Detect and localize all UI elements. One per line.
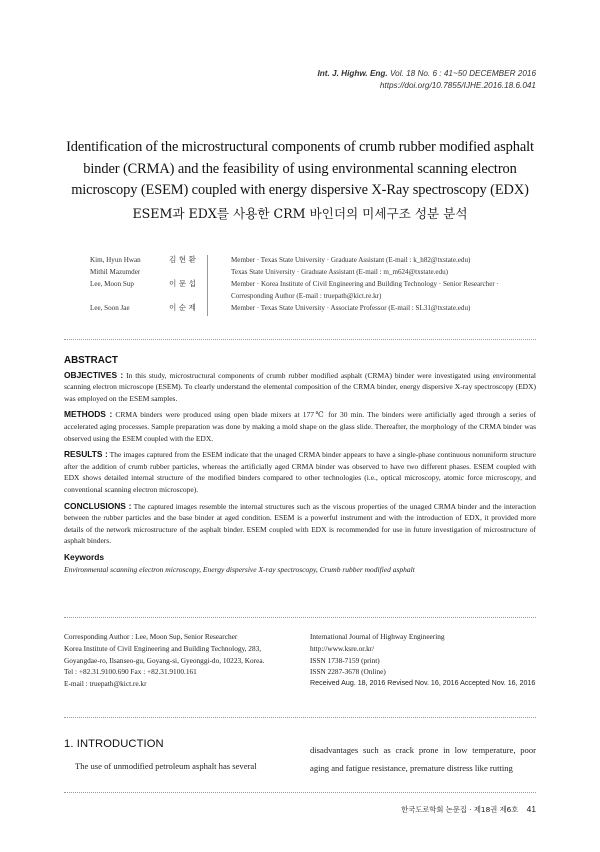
author-name: Mithil Mazumder (90, 268, 141, 276)
journal-details (310, 631, 536, 690)
paper-title: Identification of the microstructural components of crumb rubber modified asphalt binder (CRMA) and the feasibility of using environmental scanning electron microscopy (ESEM) coupled with energy dispersive X-Ray spectroscopy (EDX) (66, 139, 534, 198)
submission-dates: Received Aug. 18, 2016 Revised Nov. 16, 2016 Accepted Nov. 16, 2016 (310, 679, 536, 688)
abstract-para-heading: OBJECTIVES : (64, 369, 124, 380)
author-row (90, 278, 524, 290)
journal-name: International Journal of Highway Engineering (310, 632, 445, 641)
correspondence-email[interactable]: E-mail : truepath@kict.re.kr (64, 679, 147, 689)
abstract-para-text: CRMA binders were produced using open blade mixers at 177℃ for 30 min. The binders were artificially aged through a series of accelerated aging processes. Sample preparation was done by making a mold shape on the glass slide. Thereafter, the morphology of the CRMA binder was observed using the ESEM coupled with the EDX. (64, 410, 536, 443)
author-row (90, 266, 524, 278)
correspondence-line: Goyangdae-ro, Ilsanseo-gu, Goyang-si, Gyeonggi-do, 10223, Korea. (64, 655, 265, 665)
abstract-conclusions (64, 501, 536, 547)
correspondence-block (64, 631, 536, 690)
correspondence-line: Korea Institute of Civil Engineering and Building Technology, 283, (64, 643, 262, 653)
author-row (90, 290, 524, 302)
correspondence-line: Corresponding Author : Lee, Moon Sup, Senior Researcher (64, 632, 238, 641)
author-name-korean: 김 현 환 (169, 255, 196, 264)
author-row (90, 254, 524, 266)
corresponding-author (64, 631, 310, 690)
volume-line: Vol. 18 No. 6 : 41~50 DECEMBER 2016 (389, 69, 536, 78)
author-affiliation: Corresponding Author (E-mail : truepath@kict.re.kr) (231, 292, 382, 300)
author-affiliation: Member · Korea Institute of Civil Engineering and Building Technology · Senior Researcher · (231, 280, 499, 288)
journal-citation (318, 68, 537, 80)
abstract-para-heading: RESULTS : (64, 449, 108, 460)
keywords-text: Environmental scanning electron microscopy, Energy dispersive X-ray spectroscopy, Crumb rubber modified asphalt (64, 564, 415, 574)
page-number: 41 (526, 804, 536, 814)
introduction-text-left: The use of unmodified petroleum asphalt has several (75, 761, 257, 771)
abstract-heading: ABSTRACT (64, 355, 118, 366)
author-name-korean: 이 순 제 (169, 303, 196, 312)
introduction-heading: 1. INTRODUCTION (64, 738, 164, 750)
author-name-korean: 이 문 섭 (169, 279, 196, 288)
journal-info (318, 68, 537, 91)
keywords-heading: Keywords (64, 551, 105, 562)
divider-top (64, 339, 536, 340)
author-name: Lee, Moon Sup (90, 280, 134, 288)
author-affiliation: Member · Texas State University · Associate Professor (E-mail : SL31@txstate.edu) (231, 304, 471, 312)
abstract-para-text: The captured images resemble the internal structures such as the viscous properties of the unaged CRMA binder and the interaction between the rubber particles and the base binder at aged condition. ESEM is a powerful instrument and with the introduction of EDX, it provided more details of the network microstructure of the asphalt binder. ESEM coupled with EDX is recommended for use in future investigation of microstructure of asphalt binders. (64, 501, 537, 546)
author-row (90, 302, 524, 314)
author-name: Kim, Hyun Hwan (90, 256, 141, 264)
issn-online: ISSN 2287-3678 (Online) (310, 667, 386, 677)
abstract-para-text: The images captured from the ESEM indicate that the unaged CRMA binder appears to have a single-phase continuous nonuniform structure after the addition of crumb rubber particles, whereas the artificially aged CRMA binder was observed to have two different phases. ESEM coupled with EDX shows detailed internal structure of the modified binders compared to other technologies (i.e., optical microscopy, atomic force microscopy, and conventional scanning electron microscope). (64, 450, 536, 494)
author-affiliation: Member · Texas State University · Graduate Assistant (E-mail : k_h82@txstate.edu) (231, 256, 471, 264)
paper-title-korean: ESEM과 EDX를 사용한 CRM 바인더의 미세구조 성분 분석 (132, 206, 468, 221)
author-name: Lee, Soon Jae (90, 304, 130, 312)
issn-print: ISSN 1738-7159 (print) (310, 655, 380, 665)
abstract-para-heading: CONCLUSIONS : (64, 500, 132, 511)
abstract-para-heading: METHODS : (64, 409, 113, 420)
abstract-para-text: In this study, microstructural components of crumb rubber modified asphalt (CRMA) binder were investigated using environmental scanning electron microscope (ESEM). To clearly understand the elemental composition of the CRMA binder, energy dispersive X-ray spectroscopy (EDX) was employed on the ESEM samples. (64, 370, 537, 403)
author-name-korean (164, 266, 224, 278)
page-footer-rule (64, 792, 536, 793)
introduction-text-right: disadvantages such as crack prone in low temperature, poor aging and fatigue resistance, premature distress like rutting (310, 745, 536, 773)
correspondence-line: Tel : +82.31.9100.690 Fax : +82.31.9100.161 (64, 667, 197, 677)
doi-link[interactable]: https://doi.org/10.7855/IJHE.2016.18.6.041 (379, 80, 536, 90)
abstract-section (64, 355, 536, 575)
author-affiliation: Texas State University · Graduate Assistant (E-mail : m_m624@txstate.edu) (231, 268, 449, 276)
abstract-objectives (64, 370, 536, 405)
abstract-methods (64, 409, 536, 444)
divider-middle (64, 617, 536, 618)
journal-url[interactable]: http://www.ksre.or.kr/ (310, 643, 375, 653)
journal-korean-name: 한국도로학회 논문집 · 제18권 제6호 (401, 805, 519, 814)
author-list (90, 254, 524, 314)
divider-bottom (64, 717, 536, 718)
author-name (90, 290, 164, 302)
author-name-korean (164, 290, 224, 302)
abstract-results (64, 449, 536, 495)
page-footer (401, 804, 536, 815)
journal-abbr: Int. J. Highw. Eng. (317, 69, 388, 78)
